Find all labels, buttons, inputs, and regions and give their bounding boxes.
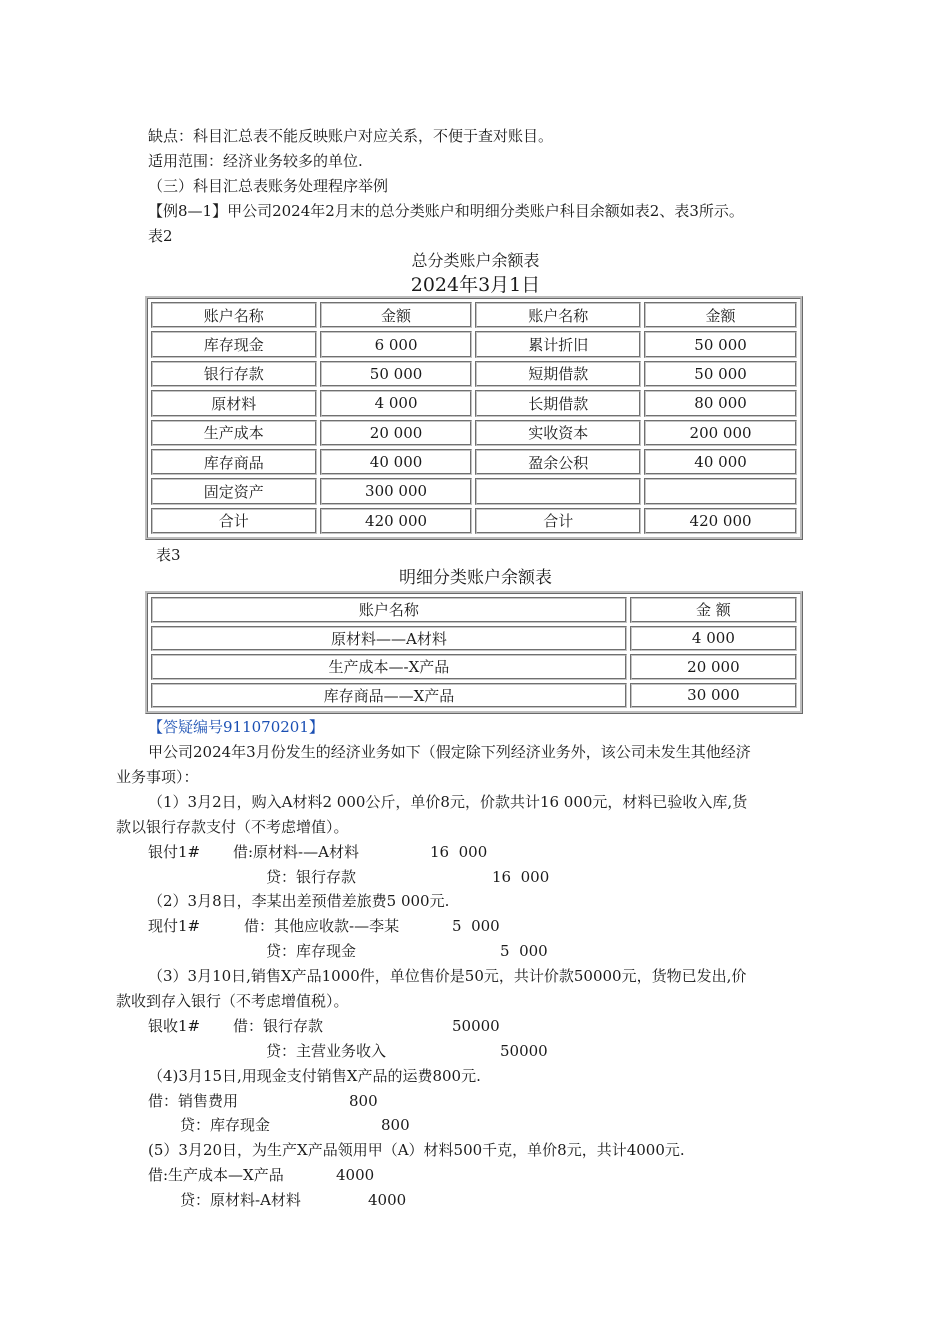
paragraph-line: （4)3月15日,用现金支付销售X产品的运费800元.	[148, 1067, 481, 1085]
table-cell: 40 000	[644, 449, 797, 475]
debit-amount: 800	[349, 1092, 378, 1110]
paragraph-line: （2）3月8日，李某出差预借差旅费5 000元.	[148, 892, 450, 910]
header-cell: 金额	[644, 302, 797, 328]
table-row	[151, 361, 797, 387]
credit-entry: 贷：主营业务收入	[266, 1042, 387, 1060]
table-total-row	[151, 508, 797, 534]
voucher-number: 银收1#	[148, 1017, 201, 1035]
table-cell: 20 000	[320, 420, 473, 446]
table-cell: 盈余公积	[475, 449, 641, 475]
debit-entry: 借：银行存款	[233, 1017, 324, 1035]
table-cell: 4 000	[320, 390, 473, 416]
table-cell: 实收资本	[475, 420, 641, 446]
paragraph-line: （1）3月2日，购入A材料2 000公斤，单价8元，价款共计16 000元，材料已验收入库,货	[148, 793, 748, 811]
paragraph-line: 业务事项）：	[116, 768, 199, 786]
table-cell: 420 000	[320, 508, 473, 534]
table-cell: 200 000	[644, 420, 797, 446]
table-cell: 20 000	[630, 654, 797, 680]
credit-entry: 贷：库存现金	[180, 1116, 271, 1134]
paragraph-line: (5）3月20日，为生产X产品领用甲（A）材料500千克，单价8元，共计4000元.	[148, 1141, 685, 1159]
credit-entry: 贷：原材料-A材料	[180, 1191, 301, 1209]
table-row	[151, 654, 797, 680]
debit-entry: 借：销售费用	[148, 1092, 239, 1110]
table-cell: 50 000	[320, 361, 473, 387]
table-row	[151, 390, 797, 416]
table2-title: 总分类账户余额表	[411, 251, 540, 270]
header-cell: 金 额	[630, 597, 797, 623]
table-row	[151, 331, 797, 357]
table-cell: 原材料——A材料	[151, 626, 627, 652]
table-cell: 银行存款	[151, 361, 317, 387]
header-cell: 账户名称	[151, 597, 627, 623]
table-cell: 生产成本	[151, 420, 317, 446]
credit-amount: 16 000	[492, 868, 550, 886]
credit-amount: 800	[381, 1116, 410, 1134]
table-cell: 原材料	[151, 390, 317, 416]
debit-entry: 借:原材料-—A材料	[233, 843, 359, 861]
table-cell	[475, 478, 641, 504]
table-cell: 合计	[475, 508, 641, 534]
voucher-number: 现付1#	[148, 917, 201, 935]
table-row	[151, 683, 797, 709]
table-cell: 50 000	[644, 331, 797, 357]
table-row	[151, 449, 797, 475]
voucher-number: 银付1#	[148, 843, 201, 861]
table-cell: 合计	[151, 508, 317, 534]
debit-amount: 4000	[336, 1166, 375, 1184]
table-cell: 库存现金	[151, 331, 317, 357]
example-text: 【例8—1】甲公司2024年2月末的总分类账户和明细分类账户科目余额如表2、表3所示。	[148, 202, 744, 220]
paragraph-line: （3）3月10日,销售X产品1000件，单位售价是50元，共计价款50000元，货物已发出,价	[148, 967, 747, 985]
credit-amount: 50000	[500, 1042, 548, 1060]
table-cell: 50 000	[644, 361, 797, 387]
credit-entry: 贷：银行存款	[266, 868, 357, 886]
paragraph-line: 款收到存入银行（不考虑增值税）。	[116, 992, 349, 1010]
table-cell: 40 000	[320, 449, 473, 475]
table-cell: 短期借款	[475, 361, 641, 387]
paragraph-line: 款以银行存款支付（不考虑增值）。	[116, 818, 349, 836]
table-cell: 固定资产	[151, 478, 317, 504]
table-cell: 30 000	[630, 683, 797, 709]
credit-entry: 贷：库存现金	[266, 942, 357, 960]
qa-code-link[interactable]: 【答疑编号911070201】	[148, 718, 324, 736]
table-cell: 生产成本—-X产品	[151, 654, 627, 680]
table2-date: 2024年3月1日	[410, 274, 541, 296]
table-header-row	[151, 302, 797, 328]
table-header-row	[151, 597, 797, 623]
table-cell: 4 000	[630, 626, 797, 652]
header-cell: 金额	[320, 302, 473, 328]
header-cell: 账户名称	[475, 302, 641, 328]
debit-amount: 5 000	[452, 917, 500, 935]
section-heading: （三）科目汇总表账务处理程序举例	[148, 177, 389, 195]
table3-label: 表3	[156, 546, 181, 564]
credit-amount: 5 000	[500, 942, 548, 960]
table2-label: 表2	[148, 227, 173, 245]
general-ledger-balance-table	[145, 296, 803, 540]
table-cell: 库存商品——X产品	[151, 683, 627, 709]
table-cell: 420 000	[644, 508, 797, 534]
debit-amount: 50000	[452, 1017, 500, 1035]
credit-amount: 4000	[368, 1191, 407, 1209]
table-row	[151, 420, 797, 446]
header-cell: 账户名称	[151, 302, 317, 328]
debit-amount: 16 000	[430, 843, 488, 861]
debit-entry: 借：其他应收款-—李某	[244, 917, 400, 935]
table-cell: 累计折旧	[475, 331, 641, 357]
disadvantage-text: 缺点：科目汇总表不能反映账户对应关系，不便于查对账目。	[148, 127, 554, 145]
table-cell: 长期借款	[475, 390, 641, 416]
table-cell	[644, 478, 797, 504]
table-cell: 库存商品	[151, 449, 317, 475]
scope-text: 适用范围：经济业务较多的单位.	[148, 152, 363, 170]
table-row	[151, 478, 797, 504]
table-cell: 80 000	[644, 390, 797, 416]
table-cell: 300 000	[320, 478, 473, 504]
table3-title: 明细分类账户余额表	[399, 568, 552, 588]
paragraph-line: 甲公司2024年3月份发生的经济业务如下（假定除下列经济业务外，该公司未发生其他经济	[148, 743, 751, 761]
subsidiary-ledger-balance-table	[145, 591, 803, 714]
table-cell: 6 000	[320, 331, 473, 357]
debit-entry: 借:生产成本—X产品	[148, 1166, 284, 1184]
table-row	[151, 626, 797, 652]
